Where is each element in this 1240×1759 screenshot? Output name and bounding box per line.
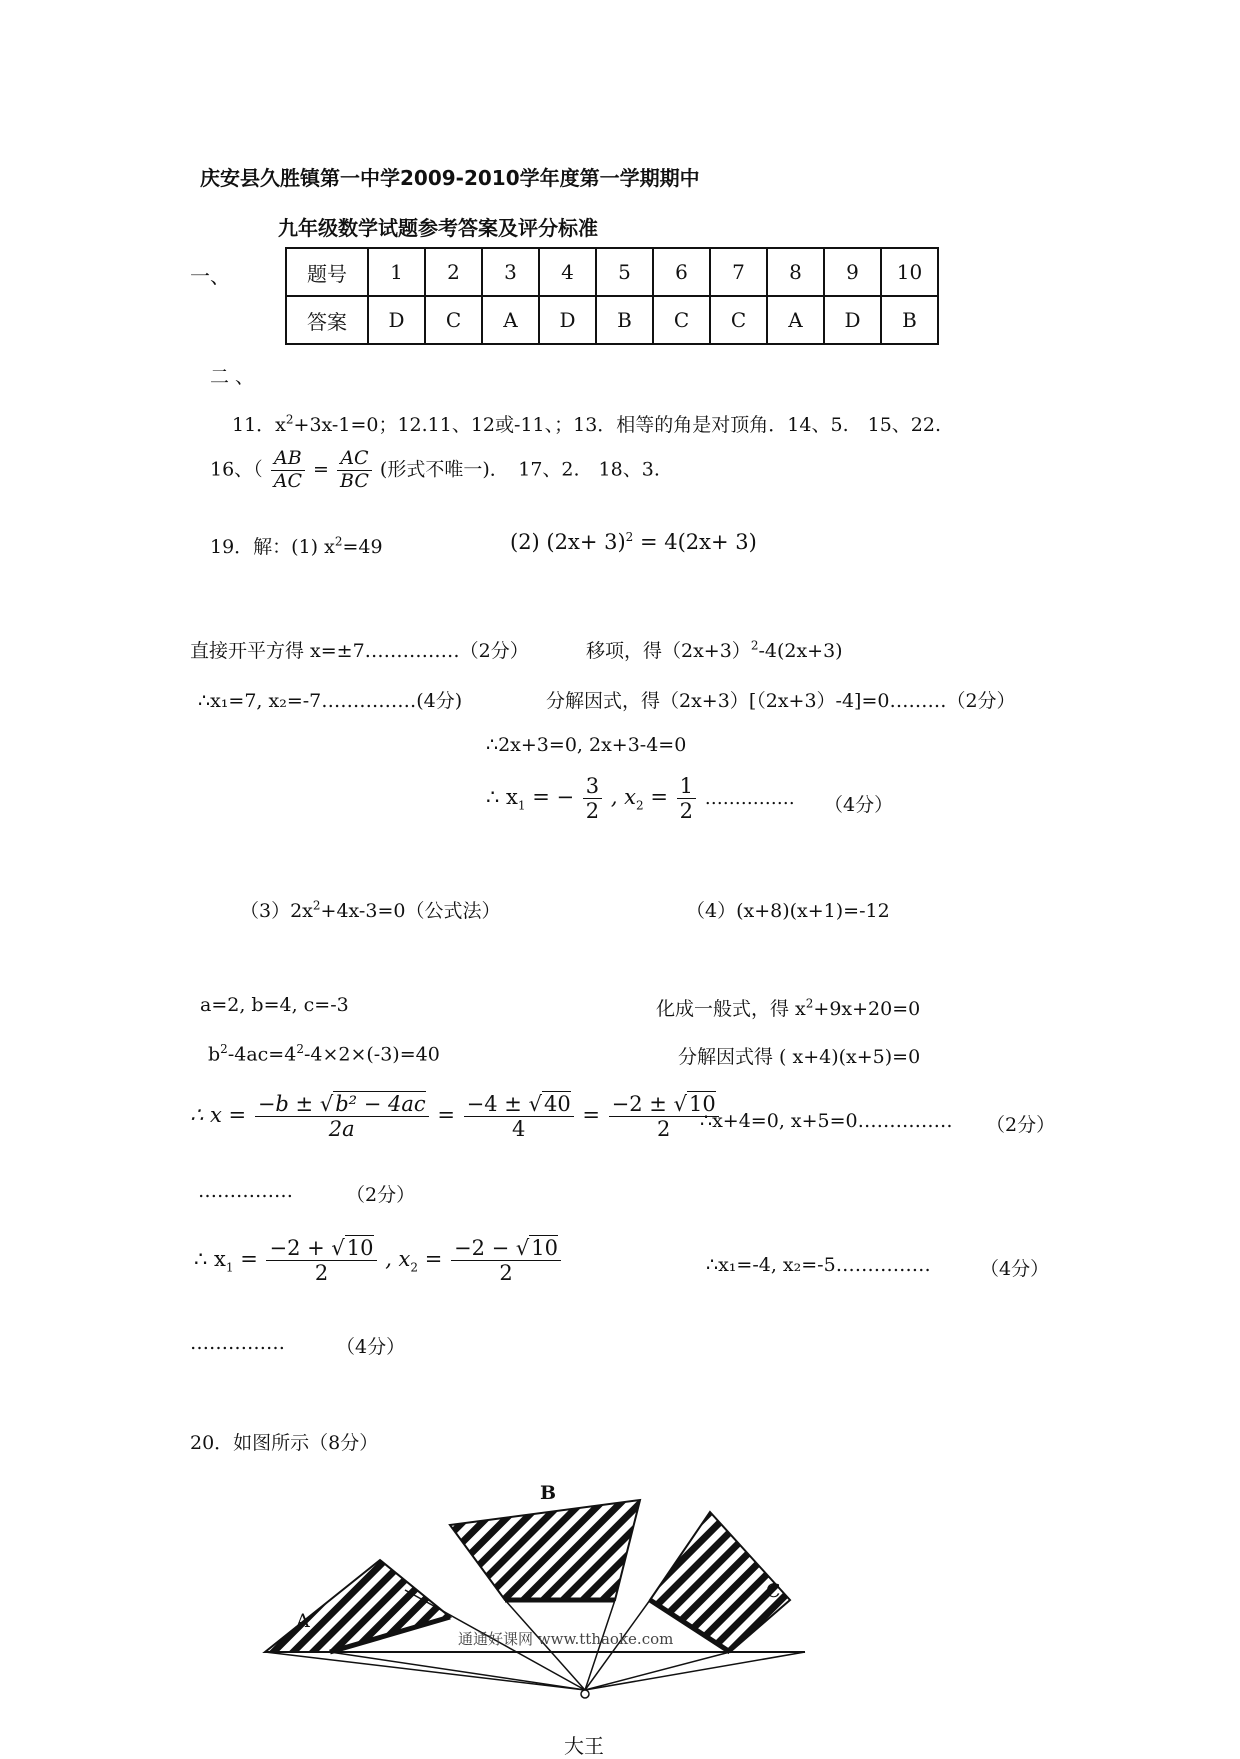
answer-cell: A [767, 296, 824, 344]
fraction: $\frac{3}{2}$ [583, 774, 602, 823]
answer-cell: C [710, 296, 767, 344]
shape-b [450, 1500, 640, 1600]
figure-label-b: B [540, 1482, 557, 1504]
q19-line5: ∴2x+3=0, 2x+3-4=0 [486, 734, 687, 756]
question-number: 10 [881, 248, 938, 296]
question-number: 6 [653, 248, 710, 296]
section-two-label: 二 、 [210, 366, 255, 388]
page-title: 庆安县久胜镇第一中学2009-2010学年度第一学期期中 [200, 166, 700, 190]
fraction: $\frac{AB}{AC}$ [271, 448, 305, 493]
answers-11-15: 11．$x^2+3x-1=0$；12.11、12或-11、；13．相等的角是对顶角．14、5. 15、22. [232, 412, 941, 436]
question-number: 4 [539, 248, 596, 296]
figure-label-a: A [296, 1610, 310, 1632]
q19-line13-dots: …………… [198, 1180, 293, 1202]
quadratic-formula: ∴ x = $\frac{\text{−b ± √b² − 4ac}}{2a}$ = $\frac{-4 \pm √40}{4}$ = $\frac{-2 \pm √10}{2}$ [190, 1092, 721, 1141]
q19-part4: （4）(x+8)(x+1)=-12 [686, 900, 890, 922]
q19-line15-score: （4分） [980, 1258, 1050, 1280]
q19-line15: ∴x₁=-4, x₂=-5…………… [706, 1254, 931, 1276]
question-number: 1 [368, 248, 425, 296]
table-header-cell: 答案 [286, 296, 368, 344]
q19-line6-score: （4分） [824, 794, 894, 816]
q19-line9: $b^2-4ac=4^2-4\times 2\times(-3)=40$ [208, 1042, 440, 1066]
q20-label: 20．如图所示（8分） [190, 1432, 379, 1454]
answer-cell: B [881, 296, 938, 344]
q19-line13-score: （2分） [346, 1184, 416, 1206]
q19-line7: a=2, b=4, c=-3 [200, 994, 349, 1016]
answer-cell: A [482, 296, 539, 344]
section-one-label: 一、 [190, 264, 230, 288]
fraction: $\frac{-2 \pm √10}{2}$ [609, 1092, 719, 1141]
viewpoint [581, 1690, 589, 1698]
q19-part1: 19．解：(1) $x^2=49$ [210, 534, 383, 558]
answer-cell: D [539, 296, 596, 344]
q19-line12-score: （2分） [986, 1114, 1056, 1136]
watermark: 通通好课网 www.tthaoke.com [458, 1630, 674, 1648]
q19-line2: 移项，得$(2x+3)^2-4(2x+3)$ [586, 638, 843, 662]
q19-part3: $(3)2x^2+4x-3=0$（公式法） [240, 898, 501, 922]
answer-cell: D [368, 296, 425, 344]
question-number: 2 [425, 248, 482, 296]
question-number: 5 [596, 248, 653, 296]
answer-cell: C [425, 296, 482, 344]
fraction: $\frac{1}{2}$ [677, 774, 696, 823]
question-number: 3 [482, 248, 539, 296]
q19-roots: ∴ $x_1$ = $\frac{-2 + √10}{2}$ , $x_2$ = $\frac{-2 - √10}{2}$ [194, 1236, 563, 1285]
answer-cell: B [596, 296, 653, 344]
fraction: $\frac{-2 - √10}{2}$ [451, 1236, 561, 1285]
answers-16-18: 16、（ $\frac{AB}{AC}$ = $\frac{AC}{BC}$ (形式不唯一)． 17、2. 18、3. [210, 447, 660, 492]
q19-line4: 分解因式，得（2x+3）[（2x+3）-4]=0………（2分） [546, 690, 1016, 712]
fraction: $\frac{-4 \pm √40}{4}$ [464, 1092, 574, 1141]
table-header-cell: 题号 [286, 248, 368, 296]
q19-line6: ∴ $x_1$ = − $\frac{3}{2}$ , $x_2$ = $\frac{1}{2}$ …………… [486, 774, 795, 824]
page-subtitle: 九年级数学试题参考答案及评分标准 [278, 216, 598, 240]
answer-cell: D [824, 296, 881, 344]
figure-bottom-label: 大王 [564, 1734, 604, 1758]
question-number: 9 [824, 248, 881, 296]
question-number: 7 [710, 248, 767, 296]
q19-line8: 化成一般式，得 $x^2+9x+20=0$ [656, 996, 921, 1020]
q19-line16-score: （4分） [336, 1336, 406, 1358]
shape-a [265, 1560, 450, 1652]
q19-line1: 直接开平方得 x=±7……………（2分） [190, 640, 529, 662]
figure-label-c: C [766, 1580, 781, 1602]
q19-line3: ∴x₁=7, x₂=-7……………(4分) [198, 690, 463, 712]
question-number: 8 [767, 248, 824, 296]
answer-cell: C [653, 296, 710, 344]
q19-part2: (2) $(2x+ 3)^2 = 4(2x+ 3)$ [510, 530, 757, 554]
q19-line12: ∴x+4=0, x+5=0…………… [700, 1110, 953, 1132]
fraction: $\frac{\text{−b ± √b² − 4ac}}{2a}$ [255, 1092, 429, 1141]
q19-line16-dots: …………… [190, 1332, 285, 1354]
fraction: $\frac{-2 + √10}{2}$ [266, 1236, 376, 1285]
q19-line10: 分解因式得 ( x+4)(x+5)=0 [678, 1046, 921, 1068]
fraction: $\frac{AC}{BC}$ [337, 448, 372, 493]
